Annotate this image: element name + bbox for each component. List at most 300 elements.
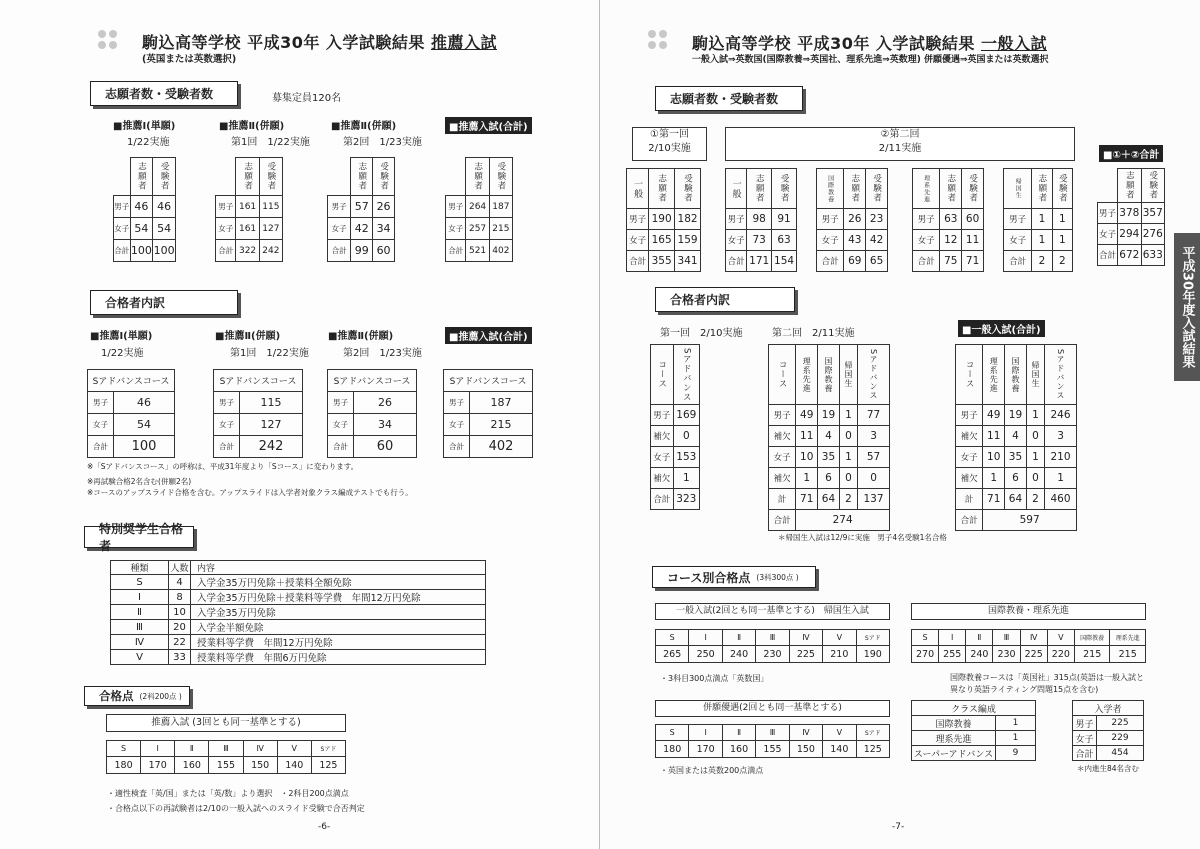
category-label: 国際教養 bbox=[817, 169, 844, 209]
table-cell: 49 bbox=[983, 405, 1005, 426]
table-row bbox=[1073, 731, 1144, 746]
column-header: S bbox=[107, 741, 141, 757]
course-header: Sアドバンスコース bbox=[88, 370, 175, 392]
column-header: コース bbox=[651, 345, 674, 405]
page-title: 駒込高等学校 平成30年 入学試験結果 一般入試 bbox=[692, 34, 1047, 53]
table-row bbox=[216, 240, 283, 262]
table-row bbox=[111, 590, 486, 605]
row-label: 男子 bbox=[1004, 209, 1032, 230]
table-row bbox=[912, 746, 1036, 761]
applicants-table bbox=[215, 157, 283, 262]
table-cell: 11 bbox=[983, 426, 1005, 447]
header-row bbox=[214, 370, 303, 392]
table-cell: 210 bbox=[823, 646, 856, 663]
row-label: 合計 bbox=[328, 240, 351, 262]
note: ＊帰国生入試は12/9に実施 男子4名受験1名合格 bbox=[778, 533, 947, 542]
table-row bbox=[769, 426, 890, 447]
table-cell: 160 bbox=[175, 757, 209, 774]
table-cell: 女子 bbox=[1073, 731, 1097, 746]
table-cell: 323 bbox=[673, 489, 699, 510]
table-cell: 1 bbox=[983, 468, 1005, 489]
column-header: Ⅲ bbox=[209, 741, 243, 757]
applicants-table bbox=[445, 157, 513, 262]
table-row bbox=[913, 209, 984, 230]
row-label: 女子 bbox=[956, 447, 983, 468]
round-one-box: ①第一回 2/10実施 bbox=[632, 127, 707, 161]
row-label: 男子 bbox=[913, 209, 940, 230]
applicants-table bbox=[626, 168, 701, 272]
column-header: Ⅰ bbox=[141, 741, 175, 757]
table-row bbox=[1098, 202, 1165, 223]
table-cell: 100 bbox=[153, 240, 176, 262]
header-row bbox=[446, 158, 513, 196]
section-passers: 合格者内訳 bbox=[90, 290, 238, 315]
block-label: ■推薦Ⅱ(併願) bbox=[219, 121, 285, 132]
table-cell: 3 bbox=[1045, 426, 1077, 447]
row-label: 合計 bbox=[956, 510, 983, 531]
section-applicants: 志願者数・受験者数 bbox=[655, 86, 803, 111]
table-row bbox=[726, 209, 797, 230]
table-cell: 169 bbox=[673, 405, 699, 426]
column-header: Ⅱ bbox=[722, 725, 755, 741]
table-row bbox=[769, 468, 890, 489]
block-label-total: ■推薦入試(合計) bbox=[445, 117, 532, 134]
row-label: 女子 bbox=[913, 230, 940, 251]
table-cell: 63 bbox=[772, 230, 797, 251]
table-cell: 54 bbox=[130, 218, 153, 240]
header-row bbox=[1004, 169, 1073, 209]
table-cell: 2 bbox=[1026, 489, 1044, 510]
column-header: 帰国生 bbox=[1026, 345, 1044, 405]
table-row bbox=[214, 392, 303, 414]
round-date: 第二回 2/11実施 bbox=[772, 328, 855, 339]
table-cell: 0 bbox=[858, 468, 890, 489]
table-cell: 43 bbox=[844, 230, 866, 251]
row-label: 合計 bbox=[114, 240, 131, 262]
block-label: ■推薦Ⅱ(併願) bbox=[328, 331, 394, 342]
row-label: 合計 bbox=[817, 251, 844, 272]
table-cell: 1 bbox=[1026, 447, 1044, 468]
table-row bbox=[956, 426, 1077, 447]
table-cell: 42 bbox=[351, 218, 373, 240]
dots-icon bbox=[648, 30, 684, 52]
row-label: 男子 bbox=[446, 196, 466, 218]
table-cell: 65 bbox=[866, 251, 888, 272]
table-cell: 49 bbox=[796, 405, 818, 426]
section-passing-score: 合格点 (2科200点 ) bbox=[84, 686, 190, 706]
table-row bbox=[111, 635, 486, 650]
table-cell: 26 bbox=[354, 392, 417, 414]
column-header: 理系先進 bbox=[983, 345, 1005, 405]
header-row bbox=[769, 345, 890, 405]
row-label: 合計 bbox=[913, 251, 940, 272]
table-cell: 60 bbox=[373, 240, 395, 262]
blank-cell bbox=[216, 158, 236, 196]
round-date: 第一回 2/10実施 bbox=[660, 328, 743, 339]
table-cell: 64 bbox=[1005, 489, 1027, 510]
column-header: Ⅲ bbox=[756, 725, 789, 741]
table-cell: 187 bbox=[470, 392, 533, 414]
table-cell: 1 bbox=[1026, 405, 1044, 426]
table-row bbox=[114, 240, 176, 262]
table-cell: 180 bbox=[107, 757, 141, 774]
table-row bbox=[216, 196, 283, 218]
applicants-table bbox=[327, 157, 395, 262]
score-table bbox=[655, 629, 890, 663]
table-cell: 215 bbox=[1110, 646, 1146, 663]
table-cell: 257 bbox=[466, 218, 489, 240]
note: ※「Sアドバンスコース」の呼称は、平成31年度より「Sコース」に変わります。 bbox=[87, 462, 359, 471]
table-cell: 0 bbox=[839, 426, 857, 447]
table-cell: 230 bbox=[756, 646, 789, 663]
column-header: 志願者 bbox=[1118, 169, 1141, 203]
table-row bbox=[328, 414, 417, 436]
score-table bbox=[911, 629, 1146, 663]
table-cell: 60 bbox=[354, 436, 417, 458]
table-cell: 11 bbox=[962, 230, 984, 251]
table-cell: 34 bbox=[373, 218, 395, 240]
block-label-total: ■一般入試(合計) bbox=[958, 320, 1045, 337]
column-header: 受験者 bbox=[1141, 169, 1164, 203]
table-cell: 60 bbox=[962, 209, 984, 230]
table-row bbox=[726, 251, 797, 272]
table-row bbox=[769, 447, 890, 468]
column-header: Ⅱ bbox=[966, 630, 993, 646]
table-cell: 10 bbox=[169, 605, 191, 620]
table-row bbox=[769, 405, 890, 426]
table-cell: 授業料等学費 年間6万円免除 bbox=[191, 650, 486, 665]
row-label: 女子 bbox=[1004, 230, 1032, 251]
table-cell: 99 bbox=[351, 240, 373, 262]
passers-table bbox=[443, 369, 533, 458]
table-cell: 210 bbox=[1045, 447, 1077, 468]
passers-table bbox=[768, 344, 890, 531]
column-header: 帰国生 bbox=[839, 345, 857, 405]
passers-table bbox=[213, 369, 303, 458]
block-label: ■推薦Ⅰ(単願) bbox=[90, 331, 153, 342]
table-cell: 220 bbox=[1047, 646, 1074, 663]
table-row bbox=[627, 251, 701, 272]
table-row bbox=[444, 414, 533, 436]
page-number: -7- bbox=[892, 822, 905, 832]
enrollment-table bbox=[1072, 700, 1144, 761]
page-title: 駒込高等学校 平成30年 入学試験結果 推薦入試 bbox=[142, 33, 497, 52]
table-cell: 71 bbox=[796, 489, 818, 510]
table-cell: 1 bbox=[839, 447, 857, 468]
column-header: 受験者 bbox=[153, 158, 176, 196]
column-header: Sアド bbox=[311, 741, 345, 757]
table-cell: 355 bbox=[649, 251, 675, 272]
table-cell: 161 bbox=[236, 196, 259, 218]
column-header: コース bbox=[769, 345, 796, 405]
table-cell: 35 bbox=[1005, 447, 1027, 468]
row-label: 補欠 bbox=[651, 426, 674, 447]
note: ・適性検査「英/国」または「英/数」より選択 ・2科目200点満点 bbox=[107, 789, 349, 798]
row-label: 男子 bbox=[88, 392, 114, 414]
table-row bbox=[111, 620, 486, 635]
table-cell: Ⅲ bbox=[111, 620, 169, 635]
table-row bbox=[817, 209, 888, 230]
column-header: 種類 bbox=[111, 561, 169, 575]
column-header: Sアドバンス bbox=[673, 345, 699, 405]
table-row bbox=[446, 240, 513, 262]
passers-table bbox=[955, 344, 1077, 531]
table-cell: 91 bbox=[772, 209, 797, 230]
row-label: 合計 bbox=[216, 240, 236, 262]
table-cell: 264 bbox=[466, 196, 489, 218]
column-header: 国際教養 bbox=[1005, 345, 1027, 405]
row-label: 補欠 bbox=[769, 426, 796, 447]
header-row bbox=[107, 741, 346, 757]
note: 異なり英語ライティング問題15点を含む) bbox=[950, 685, 1099, 694]
table-cell: 597 bbox=[983, 510, 1077, 531]
header-row bbox=[912, 701, 1036, 716]
table-row bbox=[956, 489, 1077, 510]
passing-score-title: 推薦入試 (3回とも同一基準とする) bbox=[106, 714, 346, 732]
row-label: 合計 bbox=[651, 489, 674, 510]
category-label: 理系先進 bbox=[913, 169, 940, 209]
table-cell: 入学金半額免除 bbox=[191, 620, 486, 635]
table-cell: 1 bbox=[1052, 230, 1072, 251]
table-cell: 150 bbox=[243, 757, 277, 774]
table-cell: 46 bbox=[153, 196, 176, 218]
applicants-table bbox=[1097, 168, 1165, 266]
table-row bbox=[956, 468, 1077, 489]
table-cell: 3 bbox=[858, 426, 890, 447]
table-cell: 225 bbox=[1097, 716, 1144, 731]
header-row bbox=[1073, 701, 1144, 716]
row-label: 男子 bbox=[817, 209, 844, 230]
table-cell: 229 bbox=[1097, 731, 1144, 746]
table-row bbox=[107, 757, 346, 774]
passers-table bbox=[650, 344, 700, 510]
column-header: Ⅴ bbox=[1047, 630, 1074, 646]
table-row bbox=[446, 196, 513, 218]
table-cell: 255 bbox=[939, 646, 966, 663]
table-row bbox=[328, 196, 395, 218]
table-cell: 140 bbox=[277, 757, 311, 774]
table-cell: 4 bbox=[1005, 426, 1027, 447]
block-label-total: ■①＋②合計 bbox=[1099, 145, 1163, 162]
note: ・3科目300点満点「英数国」 bbox=[660, 674, 769, 683]
row-label: 合計 bbox=[1004, 251, 1032, 272]
header-row bbox=[328, 158, 395, 196]
row-label: 女子 bbox=[328, 218, 351, 240]
block-label: ■推薦Ⅱ(併願) bbox=[331, 121, 397, 132]
table-cell: 170 bbox=[689, 741, 722, 758]
table-cell: 276 bbox=[1141, 223, 1164, 244]
column-header: 志願者 bbox=[351, 158, 373, 196]
class-table bbox=[911, 700, 1036, 761]
table-row bbox=[216, 218, 283, 240]
table-row bbox=[111, 650, 486, 665]
table-row bbox=[1073, 746, 1144, 761]
table-row bbox=[1073, 716, 1144, 731]
column-header: 内容 bbox=[191, 561, 486, 575]
row-label: 女子 bbox=[769, 447, 796, 468]
row-label: 女子 bbox=[726, 230, 747, 251]
table-cell: 11 bbox=[796, 426, 818, 447]
passing-score-table bbox=[106, 740, 346, 774]
row-label: 計 bbox=[769, 489, 796, 510]
note: ＊内進生84名含む bbox=[1077, 764, 1140, 773]
table-cell: 182 bbox=[675, 209, 701, 230]
column-header: Ⅴ bbox=[823, 630, 856, 646]
table-cell: 入学金35万円免除＋授業料全額免除 bbox=[191, 575, 486, 590]
row-label: 男子 bbox=[769, 405, 796, 426]
row-label: 男子 bbox=[1098, 202, 1118, 223]
table-row bbox=[111, 575, 486, 590]
block-label: ■推薦Ⅱ(併願) bbox=[215, 331, 281, 342]
table-row bbox=[651, 405, 700, 426]
block-date: 第2回 1/23実施 bbox=[343, 137, 422, 148]
table-cell: 22 bbox=[169, 635, 191, 650]
column-header: Ⅰ bbox=[689, 725, 722, 741]
row-label: 男子 bbox=[216, 196, 236, 218]
table-cell: 137 bbox=[858, 489, 890, 510]
row-label: 合計 bbox=[444, 436, 470, 458]
column-header: Ⅴ bbox=[277, 741, 311, 757]
table-cell: 1 bbox=[1045, 468, 1077, 489]
table-cell: Ⅳ bbox=[111, 635, 169, 650]
table-row bbox=[656, 741, 890, 758]
table-row bbox=[446, 218, 513, 240]
table-row bbox=[912, 646, 1146, 663]
column-header: クラス編成 bbox=[912, 701, 1036, 716]
column-header: コース bbox=[956, 345, 983, 405]
table-cell: 23 bbox=[866, 209, 888, 230]
table-row bbox=[817, 251, 888, 272]
table-row bbox=[913, 230, 984, 251]
table-cell: 1 bbox=[1032, 209, 1052, 230]
scholarship-table bbox=[110, 560, 486, 665]
side-tab: 平成30年度入試結果 bbox=[1174, 233, 1200, 381]
column-header: 志願者 bbox=[130, 158, 153, 196]
table-cell: 294 bbox=[1118, 223, 1141, 244]
table-cell: 9 bbox=[996, 746, 1036, 761]
course-header: Sアドバンスコース bbox=[214, 370, 303, 392]
column-header: 受験者 bbox=[866, 169, 888, 209]
column-header: 志願者 bbox=[844, 169, 866, 209]
header-row bbox=[627, 169, 701, 209]
table-row bbox=[328, 392, 417, 414]
column-header: Sアド bbox=[856, 725, 889, 741]
column-header: Ⅰ bbox=[939, 630, 966, 646]
row-label: 女子 bbox=[817, 230, 844, 251]
table-cell: 1 bbox=[1032, 230, 1052, 251]
note: ・合格点以下の再試験者は2/10の一般入試へのスライド受験で合否判定 bbox=[107, 804, 365, 813]
table-row bbox=[444, 436, 533, 458]
table-cell: 454 bbox=[1097, 746, 1144, 761]
column-header: 受験者 bbox=[373, 158, 395, 196]
table-cell: 322 bbox=[236, 240, 259, 262]
table-cell: 187 bbox=[489, 196, 512, 218]
table-cell: 73 bbox=[747, 230, 772, 251]
table-cell: 71 bbox=[962, 251, 984, 272]
score-title: 国際教養・理系先進 bbox=[911, 603, 1146, 620]
row-label: 女子 bbox=[627, 230, 649, 251]
table-cell: 127 bbox=[259, 218, 282, 240]
subtitle: (英国または英数選択) bbox=[142, 54, 237, 65]
category-label: 一般 bbox=[726, 169, 747, 209]
passers-table bbox=[87, 369, 175, 458]
table-cell: 46 bbox=[114, 392, 175, 414]
row-label: 女子 bbox=[328, 414, 354, 436]
table-cell: 1 bbox=[1052, 209, 1072, 230]
row-label: 男子 bbox=[956, 405, 983, 426]
table-row bbox=[328, 436, 417, 458]
row-label: 男子 bbox=[214, 392, 240, 414]
block-date: 第1回 1/22実施 bbox=[230, 348, 309, 359]
header-row bbox=[216, 158, 283, 196]
applicants-table bbox=[912, 168, 984, 272]
note: ・英国または英数200点満点 bbox=[660, 766, 764, 775]
applicants-table bbox=[816, 168, 888, 272]
row-label: 補欠 bbox=[651, 468, 674, 489]
table-cell: 0 bbox=[1026, 468, 1044, 489]
table-cell: S bbox=[111, 575, 169, 590]
table-cell: 170 bbox=[141, 757, 175, 774]
table-cell: 460 bbox=[1045, 489, 1077, 510]
table-cell: 75 bbox=[940, 251, 962, 272]
row-label: 男子 bbox=[627, 209, 649, 230]
table-row bbox=[627, 209, 701, 230]
column-header: Ⅱ bbox=[722, 630, 755, 646]
table-cell: 115 bbox=[259, 196, 282, 218]
table-cell: 0 bbox=[1026, 426, 1044, 447]
table-cell: 35 bbox=[818, 447, 840, 468]
table-cell: 225 bbox=[789, 646, 822, 663]
table-cell: 20 bbox=[169, 620, 191, 635]
dots-icon bbox=[98, 30, 134, 52]
table-cell: 242 bbox=[259, 240, 282, 262]
row-label: 合計 bbox=[88, 436, 114, 458]
table-cell: 215 bbox=[1074, 646, 1110, 663]
row-label: 女子 bbox=[444, 414, 470, 436]
column-header: Ⅳ bbox=[243, 741, 277, 757]
table-cell: 合計 bbox=[1073, 746, 1097, 761]
table-cell: 69 bbox=[844, 251, 866, 272]
table-cell: 33 bbox=[169, 650, 191, 665]
row-label: 女子 bbox=[1098, 223, 1118, 244]
table-row bbox=[328, 218, 395, 240]
category-label: 一般 bbox=[627, 169, 649, 209]
table-row bbox=[88, 436, 175, 458]
table-cell: 入学金35万円免除 bbox=[191, 605, 486, 620]
table-cell: 71 bbox=[983, 489, 1005, 510]
column-header: 入学者 bbox=[1073, 701, 1144, 716]
table-cell: 入学金35万円免除＋授業料等学費 年間12万円免除 bbox=[191, 590, 486, 605]
row-label: 男子 bbox=[328, 392, 354, 414]
column-header: Sアド bbox=[856, 630, 889, 646]
row-label: 合計 bbox=[214, 436, 240, 458]
table-cell: 265 bbox=[656, 646, 689, 663]
header-row bbox=[956, 345, 1077, 405]
row-label: 男子 bbox=[726, 209, 747, 230]
header-row bbox=[912, 630, 1146, 646]
table-cell: 12 bbox=[940, 230, 962, 251]
column-header: Sアドバンス bbox=[858, 345, 890, 405]
table-row bbox=[912, 716, 1036, 731]
table-cell: 6 bbox=[818, 468, 840, 489]
table-cell: 57 bbox=[858, 447, 890, 468]
column-header: S bbox=[912, 630, 939, 646]
table-row bbox=[817, 230, 888, 251]
row-label: 女子 bbox=[216, 218, 236, 240]
column-header: 国際教養 bbox=[818, 345, 840, 405]
table-cell: 2 bbox=[1032, 251, 1052, 272]
table-row bbox=[1098, 223, 1165, 244]
